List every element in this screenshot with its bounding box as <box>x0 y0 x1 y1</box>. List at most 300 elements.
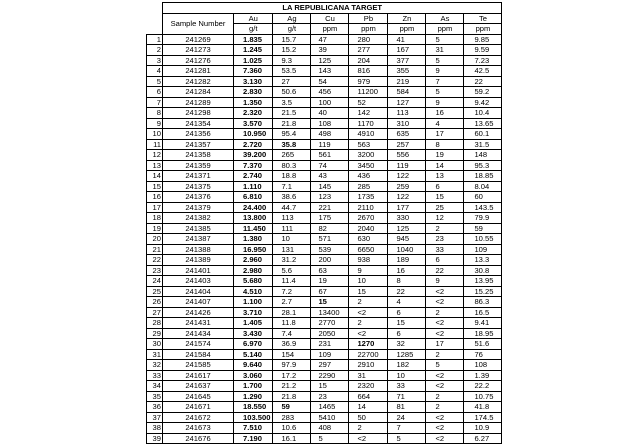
au-cell: 2.830 <box>234 87 273 98</box>
row-number: 12 <box>147 150 163 161</box>
te-cell: 7.23 <box>464 55 502 66</box>
au-cell: 3.430 <box>234 328 273 339</box>
as-cell: <2 <box>426 286 464 297</box>
as-cell: <2 <box>426 370 464 381</box>
au-cell: 11.450 <box>234 223 273 234</box>
te-cell: 41.8 <box>464 402 502 413</box>
row-number: 19 <box>147 223 163 234</box>
te-cell: 60.1 <box>464 129 502 140</box>
row-number: 7 <box>147 97 163 108</box>
te-cell: 51.6 <box>464 339 502 350</box>
te-cell: 79.9 <box>464 213 502 224</box>
zn-cell: 330 <box>388 213 426 224</box>
unit-au: g/t <box>234 24 273 35</box>
table-row <box>147 87 502 98</box>
table-row <box>147 276 502 287</box>
pb-cell: <2 <box>349 307 388 318</box>
table-row <box>147 150 502 161</box>
sample-number-cell: 241298 <box>163 108 234 119</box>
te-cell: 22 <box>464 76 502 87</box>
zn-cell: 167 <box>388 45 426 56</box>
table-row <box>147 97 502 108</box>
corner-cell <box>147 24 163 35</box>
te-cell: 108 <box>464 360 502 371</box>
ag-cell: 31.2 <box>273 255 311 266</box>
table-row <box>147 213 502 224</box>
au-cell: 24.400 <box>234 202 273 213</box>
au-cell: 2.740 <box>234 171 273 182</box>
sample-number-cell: 241585 <box>163 360 234 371</box>
sample-number-cell: 241356 <box>163 129 234 140</box>
row-number: 26 <box>147 297 163 308</box>
sample-number-cell: 241431 <box>163 318 234 329</box>
ag-cell: 17.2 <box>273 370 311 381</box>
zn-cell: 6 <box>388 307 426 318</box>
row-number: 18 <box>147 213 163 224</box>
table-row <box>147 297 502 308</box>
ag-cell: 131 <box>273 244 311 255</box>
title-row <box>147 3 502 14</box>
sample-number-cell: 241273 <box>163 45 234 56</box>
pb-cell: <2 <box>349 328 388 339</box>
table-row <box>147 286 502 297</box>
pb-cell: 938 <box>349 255 388 266</box>
au-cell: 1.025 <box>234 55 273 66</box>
sample-number-cell: 241584 <box>163 349 234 360</box>
au-cell: 16.950 <box>234 244 273 255</box>
table-row <box>147 381 502 392</box>
pb-cell: 2910 <box>349 360 388 371</box>
row-number: 9 <box>147 118 163 129</box>
row-number: 24 <box>147 276 163 287</box>
as-cell: 7 <box>426 76 464 87</box>
ag-cell: 59 <box>273 402 311 413</box>
sample-number-cell: 241617 <box>163 370 234 381</box>
sample-number-cell: 241382 <box>163 213 234 224</box>
sample-number-cell: 241426 <box>163 307 234 318</box>
cu-cell: 498 <box>311 129 349 140</box>
as-cell: <2 <box>426 328 464 339</box>
ag-cell: 5.6 <box>273 265 311 276</box>
zn-cell: 16 <box>388 265 426 276</box>
as-cell: <2 <box>426 433 464 444</box>
ag-cell: 16.1 <box>273 433 311 444</box>
zn-cell: 219 <box>388 76 426 87</box>
as-cell: 12 <box>426 213 464 224</box>
zn-cell: 259 <box>388 181 426 192</box>
cu-cell: 200 <box>311 255 349 266</box>
cu-cell: 2290 <box>311 370 349 381</box>
zn-cell: 119 <box>388 160 426 171</box>
ag-cell: 2.7 <box>273 297 311 308</box>
sample-number-cell: 241379 <box>163 202 234 213</box>
row-number: 27 <box>147 307 163 318</box>
ag-cell: 11.8 <box>273 318 311 329</box>
table-row <box>147 423 502 434</box>
zn-cell: 189 <box>388 255 426 266</box>
ag-cell: 53.5 <box>273 66 311 77</box>
row-number: 38 <box>147 423 163 434</box>
ag-cell: 9.3 <box>273 55 311 66</box>
pb-cell: 436 <box>349 171 388 182</box>
te-cell: 18.85 <box>464 171 502 182</box>
au-cell: 1.380 <box>234 234 273 245</box>
au-cell: 3.710 <box>234 307 273 318</box>
as-cell: 13 <box>426 171 464 182</box>
ag-cell: 10.6 <box>273 423 311 434</box>
sample-number-cell: 241676 <box>163 433 234 444</box>
sample-number-cell: 241434 <box>163 328 234 339</box>
au-cell: 7.370 <box>234 160 273 171</box>
pb-cell: 277 <box>349 45 388 56</box>
te-cell: 42.5 <box>464 66 502 77</box>
te-cell: 13.65 <box>464 118 502 129</box>
pb-cell: 15 <box>349 286 388 297</box>
table-row <box>147 433 502 444</box>
pb-cell: <2 <box>349 433 388 444</box>
te-cell: 60 <box>464 192 502 203</box>
pb-cell: 816 <box>349 66 388 77</box>
table-row <box>147 118 502 129</box>
table-row <box>147 360 502 371</box>
cu-cell: 100 <box>311 97 349 108</box>
te-cell: 174.5 <box>464 412 502 423</box>
as-cell: 15 <box>426 192 464 203</box>
cu-cell: 5410 <box>311 412 349 423</box>
sample-number-header: Sample Number <box>163 13 234 34</box>
zn-cell: 584 <box>388 87 426 98</box>
ag-cell: 21.8 <box>273 391 311 402</box>
zn-cell: 33 <box>388 381 426 392</box>
pb-cell: 9 <box>349 265 388 276</box>
row-number: 3 <box>147 55 163 66</box>
cu-cell: 571 <box>311 234 349 245</box>
cu-cell: 143 <box>311 66 349 77</box>
zn-cell: 5 <box>388 433 426 444</box>
zn-cell: 182 <box>388 360 426 371</box>
te-cell: 9.85 <box>464 34 502 45</box>
zn-cell: 1040 <box>388 244 426 255</box>
pb-cell: 1270 <box>349 339 388 350</box>
pb-cell: 1735 <box>349 192 388 203</box>
ag-cell: 111 <box>273 223 311 234</box>
sample-number-cell: 241385 <box>163 223 234 234</box>
cu-cell: 19 <box>311 276 349 287</box>
zn-cell: 556 <box>388 150 426 161</box>
pb-cell: 1170 <box>349 118 388 129</box>
au-cell: 7.360 <box>234 66 273 77</box>
row-number: 30 <box>147 339 163 350</box>
as-cell: 25 <box>426 202 464 213</box>
table-row <box>147 412 502 423</box>
pb-cell: 6650 <box>349 244 388 255</box>
col-header-as: As <box>426 13 464 24</box>
ag-cell: 44.7 <box>273 202 311 213</box>
ag-cell: 27 <box>273 76 311 87</box>
corner-cell <box>147 13 163 24</box>
zn-cell: 125 <box>388 223 426 234</box>
te-cell: 10.4 <box>464 108 502 119</box>
row-number: 6 <box>147 87 163 98</box>
au-cell: 1.835 <box>234 34 273 45</box>
cu-cell: 43 <box>311 171 349 182</box>
as-cell: 22 <box>426 265 464 276</box>
sample-number-cell: 241407 <box>163 297 234 308</box>
ag-cell: 3.5 <box>273 97 311 108</box>
ag-cell: 28.1 <box>273 307 311 318</box>
cu-cell: 2050 <box>311 328 349 339</box>
pb-cell: 664 <box>349 391 388 402</box>
table-row <box>147 108 502 119</box>
zn-cell: 122 <box>388 171 426 182</box>
au-cell: 4.510 <box>234 286 273 297</box>
ag-cell: 7.2 <box>273 286 311 297</box>
row-number: 28 <box>147 318 163 329</box>
table-row <box>147 265 502 276</box>
ag-cell: 50.6 <box>273 87 311 98</box>
ag-cell: 154 <box>273 349 311 360</box>
te-cell: 9.42 <box>464 97 502 108</box>
pb-cell: 280 <box>349 34 388 45</box>
sample-number-cell: 241574 <box>163 339 234 350</box>
as-cell: 5 <box>426 55 464 66</box>
au-cell: 1.350 <box>234 97 273 108</box>
cu-cell: 539 <box>311 244 349 255</box>
au-cell: 2.720 <box>234 139 273 150</box>
cu-cell: 408 <box>311 423 349 434</box>
cu-cell: 82 <box>311 223 349 234</box>
zn-cell: 355 <box>388 66 426 77</box>
sample-number-cell: 241282 <box>163 76 234 87</box>
unit-pb: ppm <box>349 24 388 35</box>
table-row <box>147 244 502 255</box>
as-cell: 9 <box>426 276 464 287</box>
as-cell: 31 <box>426 45 464 56</box>
zn-cell: 6 <box>388 328 426 339</box>
as-cell: 9 <box>426 97 464 108</box>
as-cell: 5 <box>426 34 464 45</box>
cu-cell: 145 <box>311 181 349 192</box>
sample-number-cell: 241357 <box>163 139 234 150</box>
au-cell: 1.405 <box>234 318 273 329</box>
sample-number-cell: 241284 <box>163 87 234 98</box>
te-cell: 18.95 <box>464 328 502 339</box>
te-cell: 86.3 <box>464 297 502 308</box>
row-number: 8 <box>147 108 163 119</box>
table-row <box>147 339 502 350</box>
row-number: 5 <box>147 76 163 87</box>
row-number: 15 <box>147 181 163 192</box>
zn-cell: 177 <box>388 202 426 213</box>
te-cell: 10.9 <box>464 423 502 434</box>
assay-table <box>146 2 502 444</box>
te-cell: 30.8 <box>464 265 502 276</box>
zn-cell: 1285 <box>388 349 426 360</box>
zn-cell: 945 <box>388 234 426 245</box>
sample-number-cell: 241389 <box>163 255 234 266</box>
row-number: 31 <box>147 349 163 360</box>
row-number: 36 <box>147 402 163 413</box>
pb-cell: 52 <box>349 97 388 108</box>
ag-cell: 7.1 <box>273 181 311 192</box>
cu-cell: 54 <box>311 76 349 87</box>
te-cell: 10.75 <box>464 391 502 402</box>
row-number: 35 <box>147 391 163 402</box>
row-number: 33 <box>147 370 163 381</box>
zn-cell: 377 <box>388 55 426 66</box>
zn-cell: 81 <box>388 402 426 413</box>
row-number: 1 <box>147 34 163 45</box>
as-cell: 2 <box>426 402 464 413</box>
te-cell: 95.3 <box>464 160 502 171</box>
au-cell: 3.130 <box>234 76 273 87</box>
te-cell: 59 <box>464 223 502 234</box>
sample-number-cell: 241672 <box>163 412 234 423</box>
zn-cell: 71 <box>388 391 426 402</box>
au-cell: 3.570 <box>234 118 273 129</box>
sample-number-cell: 241637 <box>163 381 234 392</box>
te-cell: 9.59 <box>464 45 502 56</box>
cu-cell: 231 <box>311 339 349 350</box>
te-cell: 10.55 <box>464 234 502 245</box>
table-row <box>147 55 502 66</box>
zn-cell: 4 <box>388 297 426 308</box>
zn-cell: 310 <box>388 118 426 129</box>
cu-cell: 15 <box>311 297 349 308</box>
table-row <box>147 255 502 266</box>
assay-table-body <box>147 3 502 444</box>
table-row <box>147 349 502 360</box>
pb-cell: 3450 <box>349 160 388 171</box>
as-cell: 9 <box>426 66 464 77</box>
table-row <box>147 202 502 213</box>
cu-cell: 119 <box>311 139 349 150</box>
as-cell: <2 <box>426 318 464 329</box>
unit-cu: ppm <box>311 24 349 35</box>
as-cell: 14 <box>426 160 464 171</box>
zn-cell: 635 <box>388 129 426 140</box>
as-cell: <2 <box>426 412 464 423</box>
te-cell: 109 <box>464 244 502 255</box>
au-cell: 1.100 <box>234 297 273 308</box>
table-row <box>147 318 502 329</box>
cu-cell: 47 <box>311 34 349 45</box>
ag-cell: 11.4 <box>273 276 311 287</box>
table-row <box>147 370 502 381</box>
ag-cell: 15.2 <box>273 45 311 56</box>
ag-cell: 21.5 <box>273 108 311 119</box>
pb-cell: 142 <box>349 108 388 119</box>
sample-number-cell: 241269 <box>163 34 234 45</box>
te-cell: 6.27 <box>464 433 502 444</box>
table-title: LA REPUBLICANA TARGET <box>163 3 502 14</box>
cu-cell: 63 <box>311 265 349 276</box>
te-cell: 16.5 <box>464 307 502 318</box>
cu-cell: 40 <box>311 108 349 119</box>
au-cell: 1.290 <box>234 391 273 402</box>
as-cell: 6 <box>426 255 464 266</box>
as-cell: 2 <box>426 307 464 318</box>
sample-number-cell: 241289 <box>163 97 234 108</box>
sample-number-cell: 241376 <box>163 192 234 203</box>
row-number: 32 <box>147 360 163 371</box>
ag-cell: 113 <box>273 213 311 224</box>
au-cell: 2.320 <box>234 108 273 119</box>
cu-cell: 5 <box>311 433 349 444</box>
column-name-row <box>147 13 502 24</box>
table-row <box>147 192 502 203</box>
as-cell: 17 <box>426 339 464 350</box>
sample-number-cell: 241371 <box>163 171 234 182</box>
ag-cell: 36.9 <box>273 339 311 350</box>
cu-cell: 15 <box>311 381 349 392</box>
au-cell: 6.810 <box>234 192 273 203</box>
assay-table-container <box>146 2 502 444</box>
row-number: 13 <box>147 160 163 171</box>
table-row <box>147 129 502 140</box>
table-row <box>147 34 502 45</box>
row-number: 25 <box>147 286 163 297</box>
ag-cell: 10 <box>273 234 311 245</box>
as-cell: 8 <box>426 139 464 150</box>
as-cell: <2 <box>426 297 464 308</box>
te-cell: 9.41 <box>464 318 502 329</box>
pb-cell: 10 <box>349 276 388 287</box>
cu-cell: 13400 <box>311 307 349 318</box>
pb-cell: 2110 <box>349 202 388 213</box>
ag-cell: 265 <box>273 150 311 161</box>
te-cell: 22.2 <box>464 381 502 392</box>
cu-cell: 23 <box>311 391 349 402</box>
ag-cell: 21.8 <box>273 118 311 129</box>
zn-cell: 127 <box>388 97 426 108</box>
au-cell: 18.550 <box>234 402 273 413</box>
pb-cell: 285 <box>349 181 388 192</box>
sample-number-cell: 241359 <box>163 160 234 171</box>
row-number: 10 <box>147 129 163 140</box>
pb-cell: 630 <box>349 234 388 245</box>
cu-cell: 221 <box>311 202 349 213</box>
sample-number-cell: 241354 <box>163 118 234 129</box>
te-cell: 148 <box>464 150 502 161</box>
cu-cell: 561 <box>311 150 349 161</box>
pb-cell: 11200 <box>349 87 388 98</box>
table-row <box>147 45 502 56</box>
col-header-zn: Zn <box>388 13 426 24</box>
col-header-au: Au <box>234 13 273 24</box>
sample-number-cell: 241358 <box>163 150 234 161</box>
au-cell: 9.640 <box>234 360 273 371</box>
table-row <box>147 139 502 150</box>
row-number: 14 <box>147 171 163 182</box>
table-row <box>147 171 502 182</box>
cu-cell: 39 <box>311 45 349 56</box>
zn-cell: 32 <box>388 339 426 350</box>
as-cell: 33 <box>426 244 464 255</box>
cu-cell: 123 <box>311 192 349 203</box>
as-cell: <2 <box>426 381 464 392</box>
ag-cell: 18.8 <box>273 171 311 182</box>
te-cell: 8.04 <box>464 181 502 192</box>
au-cell: 1.700 <box>234 381 273 392</box>
au-cell: 1.245 <box>234 45 273 56</box>
as-cell: 2 <box>426 223 464 234</box>
au-cell: 2.980 <box>234 265 273 276</box>
te-cell: 59.2 <box>464 87 502 98</box>
corner-cell <box>147 3 163 14</box>
au-cell: 7.190 <box>234 433 273 444</box>
as-cell: 23 <box>426 234 464 245</box>
